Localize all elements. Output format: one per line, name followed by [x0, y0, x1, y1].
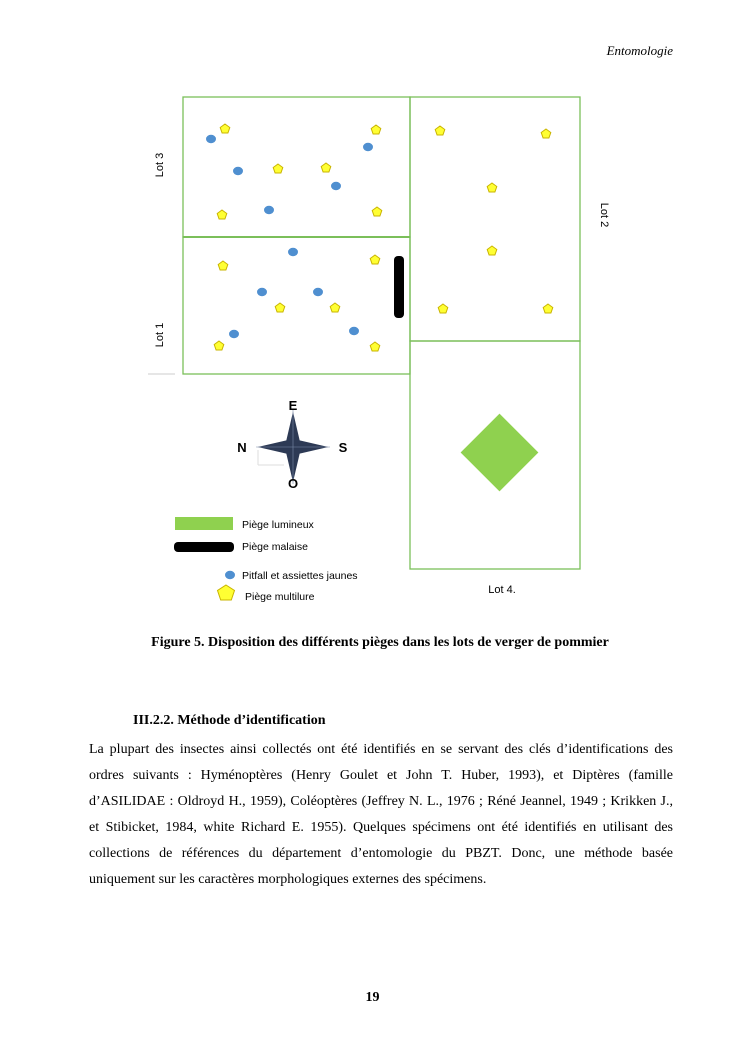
- pitfall-trap: [363, 143, 373, 151]
- pitfall-trap: [264, 206, 274, 214]
- pitfall-trap: [233, 167, 243, 175]
- compass-south-label: S: [338, 440, 348, 455]
- pitfall-trap: [257, 288, 267, 296]
- legend-pitfall-swatch: [225, 571, 235, 579]
- section-title: III.2.2. Méthode d’identification: [133, 713, 326, 728]
- pitfall-trap: [206, 135, 216, 143]
- multilure-trap: [273, 164, 283, 173]
- pitfall-trap: [313, 288, 323, 296]
- lot1-label: Lot 1: [154, 322, 166, 348]
- lot4-label: Lot 4.: [488, 584, 516, 596]
- multilure-trap: [372, 207, 382, 216]
- malaise-trap: [394, 256, 404, 318]
- legend-multilure-label: Piège multilure: [245, 591, 315, 603]
- multilure-trap: [330, 303, 340, 312]
- multilure-trap: [217, 210, 227, 219]
- multilure-trap: [370, 342, 380, 351]
- legend-malaise-swatch: [174, 542, 234, 552]
- trap-layout-diagram: [140, 88, 610, 613]
- legend-light-trap-swatch: [175, 517, 233, 530]
- lot3-label: Lot 3: [154, 152, 166, 178]
- multilure-trap: [543, 304, 553, 313]
- compass-rose: [237, 398, 347, 491]
- pitfall-trap: [229, 330, 239, 338]
- multilure-trap: [218, 261, 228, 270]
- multilure-trap: [370, 255, 380, 264]
- legend-pitfall-label: Pitfall et assiettes jaunes: [242, 570, 358, 582]
- legend: [174, 517, 358, 603]
- legend-malaise-label: Piège malaise: [242, 541, 308, 553]
- multilure-trap: [438, 304, 448, 313]
- multilure-trap: [371, 125, 381, 134]
- page-number: 19: [365, 990, 380, 1005]
- multilure-trap: [487, 246, 497, 255]
- multilure-trap: [220, 124, 230, 133]
- lot2-label: Lot 2: [598, 202, 610, 228]
- multilure-trap: [541, 129, 551, 138]
- body-paragraph: La plupart des insectes ainsi collectés ont été identifiés en se servant des clés d’identifications des ordres suivants : Hyménoptères (Henry Goulet et John T. Huber, 1993), et Diptères (famille d’ASILIDAE : Oldroyd H., 1959), Coléoptères (Jeffrey N. L., 1976 ; Réné Jeannel, 1949 ; Krikken J., et Stibicket, 1984, white Richard E. 1955). Quelques spécimens ont été identifiés en utilisant des collections de références du département d’entomologie du PBZT. Donc, une méthode basée uniquement sur les caractères morphologiques externes des spécimens.: [89, 742, 673, 887]
- compass-west-label: O: [287, 476, 299, 491]
- legend-light-trap-label: Piège lumineux: [242, 519, 314, 531]
- compass-east-label: E: [288, 398, 298, 413]
- figure-caption: Figure 5. Disposition des différents pièges dans les lots de verger de pommier: [151, 635, 609, 650]
- multilure-trap: [321, 163, 331, 172]
- pitfall-trap: [288, 248, 298, 256]
- running-header: Entomologie: [606, 43, 673, 58]
- legend-multilure-swatch: [218, 585, 235, 600]
- compass-north-label: N: [237, 440, 247, 455]
- plot-lot2: [410, 97, 580, 341]
- multilure-trap: [214, 341, 224, 350]
- pitfall-trap: [349, 327, 359, 335]
- multilure-trap: [435, 126, 445, 135]
- multilure-trap: [487, 183, 497, 192]
- multilure-trap: [275, 303, 285, 312]
- light-trap: [461, 414, 539, 492]
- pitfall-trap: [331, 182, 341, 190]
